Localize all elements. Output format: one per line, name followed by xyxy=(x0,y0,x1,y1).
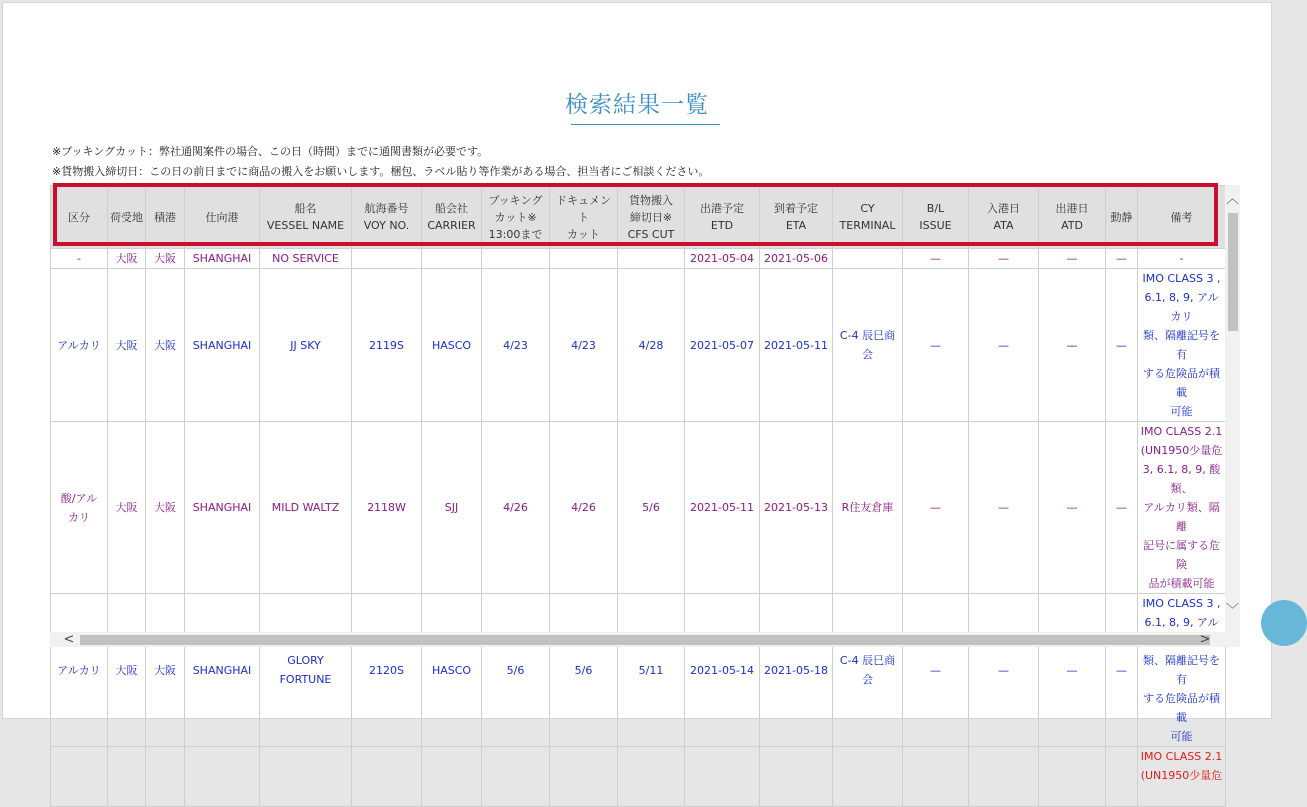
column-header-label: 貨物搬入 xyxy=(629,193,673,207)
cell-text: 大阪 xyxy=(115,663,138,677)
cell-text: 5/6 xyxy=(506,663,525,677)
table-cell xyxy=(903,594,969,747)
column-header xyxy=(422,186,482,249)
table-cell xyxy=(1039,269,1106,422)
table-cell xyxy=(146,747,185,807)
table-cell xyxy=(51,249,108,269)
cell-text: — xyxy=(930,338,941,352)
cell-text: 類、隔離記号を有 xyxy=(1143,329,1220,361)
column-header xyxy=(833,186,903,249)
table-cell xyxy=(1138,269,1226,422)
note-booking-cut: ※ブッキングカット：弊社通関案件の場合、この日（時間）までに通関書類が必要です。 xyxy=(52,145,489,158)
column-header xyxy=(51,186,108,249)
table-cell xyxy=(833,747,903,807)
vertical-scrollbar[interactable] xyxy=(1225,185,1240,632)
cell-text: 大阪 xyxy=(115,501,138,514)
cell-text: 4/23 xyxy=(503,338,528,352)
cell-text: 6.1, 8, 9, アルカリ xyxy=(1144,291,1219,323)
table-cell xyxy=(146,422,185,594)
note-cargo-cut: ※貨物搬入締切日：この日の前日までに商品の搬入をお願いします。梱包、ラベル貼り等作業がある場合、担当者にご相談ください。 xyxy=(52,165,710,178)
cell-text: 会 xyxy=(862,673,873,686)
table-row[interactable] xyxy=(51,747,1226,807)
cell-text: 2021-05-18 xyxy=(764,663,828,677)
cell-text: 大阪 xyxy=(154,663,176,677)
column-header xyxy=(903,186,969,249)
cell-text: 大阪 xyxy=(154,338,176,352)
column-header-label: TERMINAL xyxy=(839,219,896,232)
column-header xyxy=(618,186,685,249)
table-cell xyxy=(1138,594,1226,747)
table-cell xyxy=(1138,747,1226,807)
cell-text: MILD WALTZ xyxy=(271,501,340,514)
table-cell xyxy=(685,594,760,747)
table-cell xyxy=(422,269,482,422)
table-cell xyxy=(108,422,146,594)
cell-text: SHANGHAI xyxy=(192,501,252,514)
table-cell xyxy=(108,594,146,747)
cell-text: 2120S xyxy=(369,663,404,677)
table-cell xyxy=(969,594,1039,747)
cell-text: C-4 辰巳商 xyxy=(839,654,896,667)
table-cell xyxy=(51,747,108,807)
column-header-label: ATD xyxy=(1061,219,1083,232)
column-header-label: 入港日 xyxy=(987,202,1020,215)
cell-text: - xyxy=(1179,252,1184,265)
table-cell xyxy=(833,422,903,594)
table-cell xyxy=(1039,594,1106,747)
table-cell xyxy=(482,422,550,594)
cell-text: カリ xyxy=(68,510,90,524)
column-header-label: ISSUE xyxy=(919,219,952,232)
table-cell xyxy=(903,422,969,594)
results-table-viewport[interactable] xyxy=(50,185,1225,782)
cell-text: 大阪 xyxy=(154,252,176,265)
cell-text: 5/11 xyxy=(638,663,664,677)
cell-text: 5/6 xyxy=(642,501,660,514)
table-cell xyxy=(422,747,482,807)
table-cell xyxy=(146,594,185,747)
chevron-right-icon[interactable]: > xyxy=(1199,632,1211,647)
column-header-label: カット※ xyxy=(494,210,537,224)
table-cell xyxy=(903,747,969,807)
cell-text: 4/23 xyxy=(571,338,596,352)
cell-text: 2021-05-11 xyxy=(690,501,754,514)
table-cell xyxy=(1106,594,1138,747)
column-header xyxy=(760,186,833,249)
cell-text: HASCO xyxy=(431,663,472,677)
table-cell xyxy=(108,249,146,269)
vertical-scroll-thumb[interactable] xyxy=(1228,213,1238,331)
cell-text: — xyxy=(930,252,941,265)
column-header-label: 区分 xyxy=(68,210,90,224)
table-cell xyxy=(352,269,422,422)
cell-text: 2118W xyxy=(367,501,406,514)
cell-text: 可能 xyxy=(1170,405,1193,418)
cell-text: — xyxy=(1116,663,1127,677)
cell-text: 大阪 xyxy=(115,252,138,265)
table-cell xyxy=(352,422,422,594)
column-header xyxy=(352,186,422,249)
cell-text: 2021-05-11 xyxy=(764,338,828,352)
table-cell xyxy=(422,422,482,594)
column-header-label: 到着予定 xyxy=(774,202,818,215)
chevron-down-icon[interactable]: ﹀ xyxy=(1225,603,1239,618)
results-table xyxy=(50,185,1226,807)
chevron-left-icon[interactable]: < xyxy=(63,632,75,647)
column-header xyxy=(1039,186,1106,249)
column-header-label: CY xyxy=(860,202,875,215)
table-cell xyxy=(1039,422,1106,594)
table-cell xyxy=(146,269,185,422)
cell-text: アルカリ類、隔離 xyxy=(1143,501,1220,533)
table-cell xyxy=(618,269,685,422)
column-header-label: ETA xyxy=(785,219,807,232)
column-header xyxy=(1138,186,1226,249)
cell-text: — xyxy=(1066,252,1078,265)
column-header-label: VOY NO. xyxy=(363,219,410,232)
table-header-row xyxy=(51,186,1226,249)
table-cell xyxy=(260,594,352,747)
table-cell xyxy=(685,747,760,807)
table-cell xyxy=(685,249,760,269)
cell-text: — xyxy=(1116,252,1127,265)
table-cell xyxy=(185,269,260,422)
column-header-label: B/L xyxy=(926,202,945,215)
cell-text: — xyxy=(930,501,941,514)
table-cell xyxy=(969,747,1039,807)
table-cell xyxy=(352,249,422,269)
cell-text: C-4 辰巳商 xyxy=(839,329,896,342)
horizontal-scrollbar[interactable] xyxy=(50,632,1240,647)
cell-text: NO SERVICE xyxy=(272,252,339,265)
cell-text: — xyxy=(930,663,941,677)
table-cell xyxy=(51,422,108,594)
cell-text: — xyxy=(998,501,1009,514)
cell-text: 2021-05-13 xyxy=(764,501,828,514)
table-cell xyxy=(550,422,618,594)
table-cell xyxy=(1039,747,1106,807)
table-cell xyxy=(550,249,618,269)
cell-text: (UN1950少量危 xyxy=(1140,769,1223,782)
table-cell xyxy=(108,747,146,807)
column-header xyxy=(685,186,760,249)
column-header-label: 航海番号 xyxy=(364,202,409,215)
table-cell xyxy=(146,249,185,269)
cell-text: 2021-05-14 xyxy=(690,663,754,677)
cell-text: — xyxy=(998,663,1009,677)
table-cell xyxy=(969,249,1039,269)
cell-text: — xyxy=(1066,501,1078,514)
column-header xyxy=(146,186,185,249)
table-cell xyxy=(969,269,1039,422)
table-cell xyxy=(685,269,760,422)
column-header-label: ドキュメント xyxy=(556,193,611,224)
cell-text: — xyxy=(998,338,1009,352)
table-row[interactable] xyxy=(51,269,1226,422)
table-cell xyxy=(260,249,352,269)
table-cell xyxy=(1106,422,1138,594)
cell-text: GLORY xyxy=(287,654,324,667)
column-header xyxy=(108,186,146,249)
column-header xyxy=(1106,186,1138,249)
column-header-label: 荷受地 xyxy=(110,210,143,224)
table-cell xyxy=(969,422,1039,594)
cell-text: — xyxy=(1066,338,1078,352)
table-cell xyxy=(618,747,685,807)
table-cell xyxy=(185,422,260,594)
cell-text: する危険品が積載 xyxy=(1143,692,1220,724)
cell-text: 4/26 xyxy=(503,501,528,514)
column-header-label: 出港予定 xyxy=(700,202,744,215)
column-header-label: 仕向港 xyxy=(205,210,239,224)
page-title: 検索結果一覧 xyxy=(565,92,709,118)
table-cell xyxy=(51,594,108,747)
cell-text: 品が積載可能 xyxy=(1148,577,1215,590)
table-row[interactable] xyxy=(51,594,1226,747)
cell-text: 4/28 xyxy=(638,338,664,352)
cell-text: 2021-05-07 xyxy=(690,338,754,352)
chevron-up-icon[interactable]: ︿ xyxy=(1225,192,1239,207)
table-cell xyxy=(833,249,903,269)
cell-text: — xyxy=(1116,338,1127,352)
table-cell xyxy=(618,422,685,594)
cell-text: IMO CLASS 3 , xyxy=(1142,597,1221,610)
table-cell xyxy=(618,249,685,269)
table-cell xyxy=(760,747,833,807)
column-header-label: ETD xyxy=(710,219,734,232)
column-header-label: 備考 xyxy=(1170,210,1193,224)
table-cell xyxy=(260,422,352,594)
column-header-label: 出港日 xyxy=(1055,202,1089,215)
table-cell xyxy=(760,249,833,269)
cell-text: — xyxy=(998,252,1009,265)
column-header-label: ブッキング xyxy=(488,193,543,207)
cell-text: 6.1, 8, 9, アル xyxy=(1144,616,1219,629)
table-cell xyxy=(422,249,482,269)
table-cell xyxy=(760,594,833,747)
cell-text: アルカリ xyxy=(57,338,101,352)
table-cell xyxy=(1138,422,1226,594)
cell-text: R住友倉庫 xyxy=(841,501,894,514)
table-row[interactable] xyxy=(51,249,1226,269)
cell-text: IMO CLASS 2.1 xyxy=(1140,425,1223,438)
cell-text: SJJ xyxy=(444,501,459,514)
cell-text: — xyxy=(1116,501,1127,514)
floating-action-button[interactable] xyxy=(1261,600,1307,646)
cell-text: HASCO xyxy=(431,338,472,352)
cell-text: 5/6 xyxy=(574,663,593,677)
table-cell xyxy=(482,249,550,269)
column-header xyxy=(969,186,1039,249)
cell-text: JJ SKY xyxy=(290,338,321,352)
table-cell xyxy=(482,269,550,422)
cell-text: 類、隔離記号を有 xyxy=(1143,654,1220,686)
table-cell xyxy=(685,422,760,594)
table-cell xyxy=(833,269,903,422)
cell-text: 2021-05-04 xyxy=(690,252,754,265)
column-header-label: カット xyxy=(567,227,600,241)
cell-text: 大阪 xyxy=(154,501,176,514)
table-cell xyxy=(352,747,422,807)
column-header-label: 動静 xyxy=(1110,210,1133,224)
table-cell xyxy=(903,269,969,422)
cell-text: - xyxy=(77,252,81,265)
cell-text: 会 xyxy=(862,348,873,361)
column-header xyxy=(185,186,260,249)
table-cell xyxy=(51,269,108,422)
table-cell xyxy=(482,594,550,747)
table-cell xyxy=(260,269,352,422)
title-underline xyxy=(571,124,720,125)
column-header xyxy=(260,186,352,249)
cell-text: 大阪 xyxy=(115,338,138,352)
cell-text: 2119S xyxy=(369,338,404,352)
cell-text: 4/26 xyxy=(571,501,596,514)
column-header xyxy=(482,186,550,249)
cell-text: SHANGHAI xyxy=(192,252,252,265)
table-cell xyxy=(618,594,685,747)
cell-text: 可能 xyxy=(1170,730,1193,743)
cell-text: — xyxy=(1066,663,1078,677)
table-cell xyxy=(1106,747,1138,807)
table-cell xyxy=(260,747,352,807)
table-cell xyxy=(760,422,833,594)
cell-text: する危険品が積載 xyxy=(1143,367,1220,399)
cell-text: 2021-05-06 xyxy=(764,252,828,265)
table-cell xyxy=(550,594,618,747)
table-cell xyxy=(833,594,903,747)
table-cell xyxy=(1138,249,1226,269)
cell-text: SHANGHAI xyxy=(192,338,252,352)
cell-text: (UN1950少量危 xyxy=(1140,444,1223,457)
column-header-label: 締切日※ xyxy=(629,210,673,224)
table-cell xyxy=(482,747,550,807)
cell-text: 記号に属する危険 xyxy=(1143,539,1220,571)
table-row[interactable] xyxy=(51,422,1226,594)
cell-text: IMO CLASS 3 , xyxy=(1142,272,1221,285)
cell-text: IMO CLASS 2.1 xyxy=(1140,750,1223,763)
cell-text: FORTUNE xyxy=(279,673,332,686)
table-cell xyxy=(1106,249,1138,269)
table-cell xyxy=(185,249,260,269)
cell-text: 3, 6.1, 8, 9, 酸類、 xyxy=(1142,463,1221,495)
table-cell xyxy=(1039,249,1106,269)
cell-text: SHANGHAI xyxy=(192,663,252,677)
table-cell xyxy=(185,747,260,807)
table-cell xyxy=(108,269,146,422)
column-header-label: ATA xyxy=(993,219,1014,232)
table-cell xyxy=(550,747,618,807)
column-header-label: CARRIER xyxy=(427,219,476,232)
column-header-label: 船名 xyxy=(294,202,317,215)
table-cell xyxy=(422,594,482,747)
table-cell xyxy=(550,269,618,422)
table-cell xyxy=(903,249,969,269)
table-cell xyxy=(352,594,422,747)
column-header-label: VESSEL NAME xyxy=(266,219,345,232)
column-header-label: 積港 xyxy=(154,210,176,224)
table-body xyxy=(51,249,1226,807)
column-header-label: 13:00まで xyxy=(488,227,543,241)
cell-text: アルカリ xyxy=(57,663,101,677)
column-header xyxy=(550,186,618,249)
table-cell xyxy=(760,269,833,422)
column-header-label: CFS CUT xyxy=(627,227,675,241)
horizontal-scroll-thumb[interactable] xyxy=(80,635,1210,645)
table-cell xyxy=(185,594,260,747)
table-cell xyxy=(1106,269,1138,422)
column-header-label: 船会社 xyxy=(435,202,468,215)
cell-text: 酸/アル xyxy=(60,491,98,505)
